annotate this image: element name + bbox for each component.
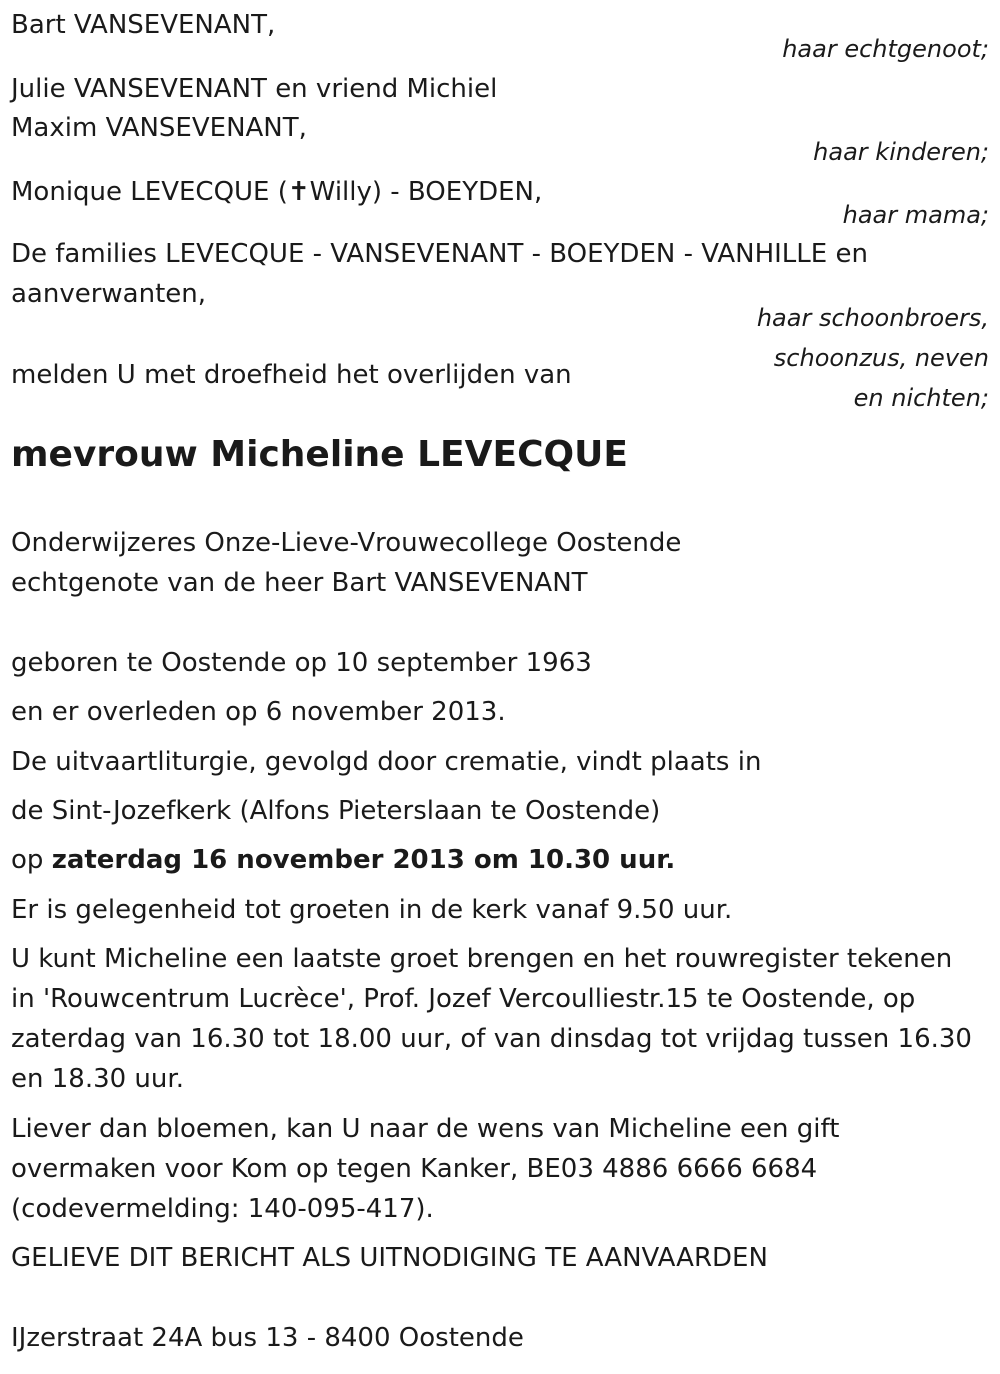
- visit-line-3: zaterdag van 16.30 tot 18.00 uur, of van dinsdag tot vrijdag tussen 16.30: [11, 1024, 972, 1054]
- families-line-2: aanverwanten,: [11, 279, 207, 309]
- husband-relation: haar echtgenoot;: [782, 35, 989, 63]
- liturgy-info: De uitvaartliturgie, gevolgd door crematie, vindt plaats in: [11, 747, 762, 777]
- visit-line-1: U kunt Micheline een laatste groet brengen en het rouwregister tekenen: [11, 944, 953, 974]
- church-info: de Sint-Jozefkerk (Alfons Pieterslaan te Oostende): [11, 796, 661, 826]
- deceased-name: mevrouw Micheline LEVECQUE: [11, 434, 628, 475]
- funeral-date-prefix: op: [11, 845, 44, 875]
- invitation-notice: GELIEVE DIT BERICHT ALS UITNODIGING TE AANVAARDEN: [11, 1243, 768, 1273]
- death-info: en er overleden op 6 november 2013.: [11, 697, 506, 727]
- husband-name: Bart VANSEVENANT,: [11, 10, 276, 40]
- announcement: melden U met droefheid het overlijden van: [11, 360, 572, 390]
- visit-line-4: en 18.30 uur.: [11, 1064, 184, 1094]
- deceased-spouse: echtgenote van de heer Bart VANSEVENANT: [11, 568, 588, 598]
- families-line-1: De families LEVECQUE - VANSEVENANT - BOEYDEN - VANHILLE en: [11, 239, 868, 269]
- greeting-info: Er is gelegenheid tot groeten in de kerk vanaf 9.50 uur.: [11, 895, 733, 925]
- birth-info: geboren te Oostende op 10 september 1963: [11, 648, 592, 678]
- families-relation-2: schoonzus, neven: [773, 344, 989, 372]
- families-relation-3: en nichten;: [853, 384, 989, 412]
- families-relation-1: haar schoonbroers,: [756, 304, 989, 332]
- funeral-date-time: zaterdag 16 november 2013 om 10.30 uur.: [51, 845, 676, 875]
- deceased-occupation: Onderwijzeres Onze-Lieve-Vrouwecollege Oostende: [11, 528, 682, 558]
- gift-line-2: overmaken voor Kom op tegen Kanker, BE03 4886 6666 6684: [11, 1154, 818, 1184]
- child-2-name: Maxim VANSEVENANT,: [11, 113, 307, 143]
- child-1-name: Julie VANSEVENANT en vriend Michiel: [11, 74, 498, 104]
- funeral-date: [11, 840, 675, 880]
- gift-line-1: Liever dan bloemen, kan U naar de wens van Micheline een gift: [11, 1114, 840, 1144]
- children-relation: haar kinderen;: [813, 138, 989, 166]
- mother-name: Monique LEVECQUE (✝Willy) - BOEYDEN,: [11, 177, 543, 207]
- mother-relation: haar mama;: [842, 201, 989, 229]
- gift-line-3: (codevermelding: 140-095-417).: [11, 1194, 434, 1224]
- family-address: IJzerstraat 24A bus 13 - 8400 Oostende: [11, 1323, 524, 1353]
- visit-line-2: in 'Rouwcentrum Lucrèce', Prof. Jozef Vercoulliestr.15 te Oostende, op: [11, 984, 916, 1014]
